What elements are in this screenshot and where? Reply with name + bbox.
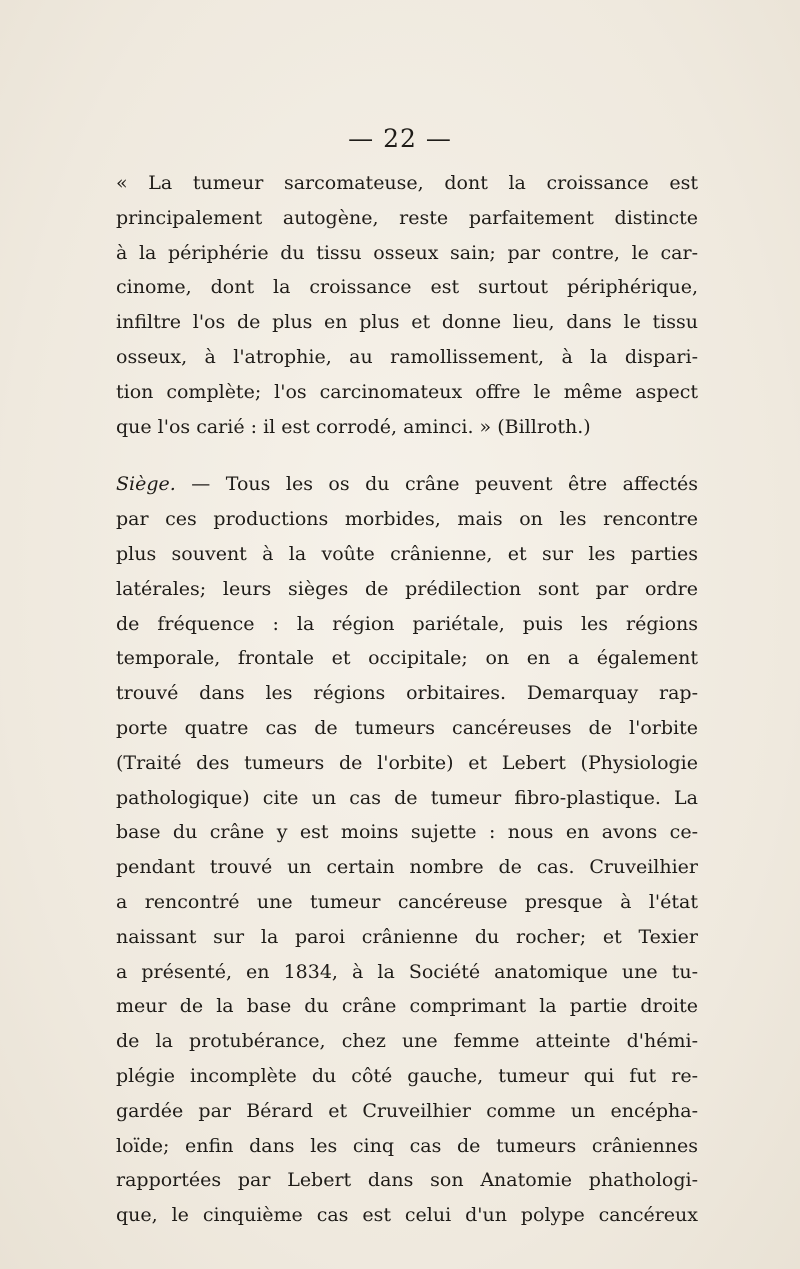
text-line: gardée par Bérard et Cruveilhier comme un encépha- (116, 1099, 698, 1122)
text-line: plégie incomplète du côté gauche, tumeur qui fut re- (116, 1064, 698, 1087)
text-line: infiltre l'os de plus en plus et donne lieu, dans le tissu (116, 311, 698, 334)
text-line: (Traité des tumeurs de l'orbite) et Lebert (Physiologie (116, 751, 698, 774)
text-line: a présenté, en 1834, à la Société anatomique une tu- (116, 960, 698, 983)
text-line: à la périphérie du tissu osseux sain; par contre, le car- (116, 241, 698, 264)
text-line: par ces productions morbides, mais on les rencontre (116, 508, 698, 531)
text-line: pathologique) cite un cas de tumeur fibro-plastique. La (116, 786, 698, 809)
text-line: cinome, dont la croissance est surtout périphérique, (116, 276, 698, 299)
text-line: meur de la base du crâne comprimant la partie droite (116, 995, 698, 1018)
text-line: de fréquence : la région pariétale, puis les régions (116, 612, 698, 635)
paragraph-gap (116, 444, 698, 467)
text-line: a rencontré une tumeur cancéreuse presque à l'état (116, 890, 698, 913)
paragraph-quote (116, 166, 698, 444)
text-line: rapportées par Lebert dans son Anatomie phathologi- (116, 1169, 698, 1192)
text-line: plus souvent à la voûte crânienne, et sur les parties (116, 542, 698, 565)
text-line: de la protubérance, chez une femme atteinte d'hémi- (116, 1030, 698, 1053)
text-line: naissant sur la paroi crânienne du rocher; et Texier (116, 925, 698, 948)
body-text (116, 166, 698, 1233)
text-fragment: — Tous les os du crâne peuvent être affectés (175, 473, 698, 496)
text-line-with-heading (116, 467, 698, 502)
paragraph-siege (116, 467, 698, 1233)
text-line: porte quatre cas de tumeurs cancéreuses de l'orbite (116, 716, 698, 739)
text-line: temporale, frontale et occipitale; on en a également (116, 647, 698, 670)
text-line: principalement autogène, reste parfaitement distincte (116, 206, 698, 229)
page-number: — 22 — (348, 124, 452, 153)
text-line: base du crâne y est moins sujette : nous en avons ce- (116, 821, 698, 844)
text-line: tion complète; l'os carcinomateux offre le même aspect (116, 380, 698, 403)
text-line: « La tumeur sarcomateuse, dont la croissance est (116, 172, 698, 194)
text-line: loïde; enfin dans les cinq cas de tumeurs crâniennes (116, 1134, 698, 1157)
text-line: trouvé dans les régions orbitaires. Demarquay rap- (116, 682, 698, 705)
text-line: osseux, à l'atrophie, au ramollissement, à la dispari- (116, 345, 698, 368)
text-line: que l'os carié : il est corrodé, aminci. » (Billroth.) (116, 415, 591, 438)
text-line: latérales; leurs sièges de prédilection sont par ordre (116, 577, 698, 600)
text-line: pendant trouvé un certain nombre de cas. Cruveilhier (116, 856, 698, 879)
section-heading: Siège. (116, 473, 176, 496)
text-line: que, le cinquième cas est celui d'un polype cancéreux (116, 1204, 698, 1227)
